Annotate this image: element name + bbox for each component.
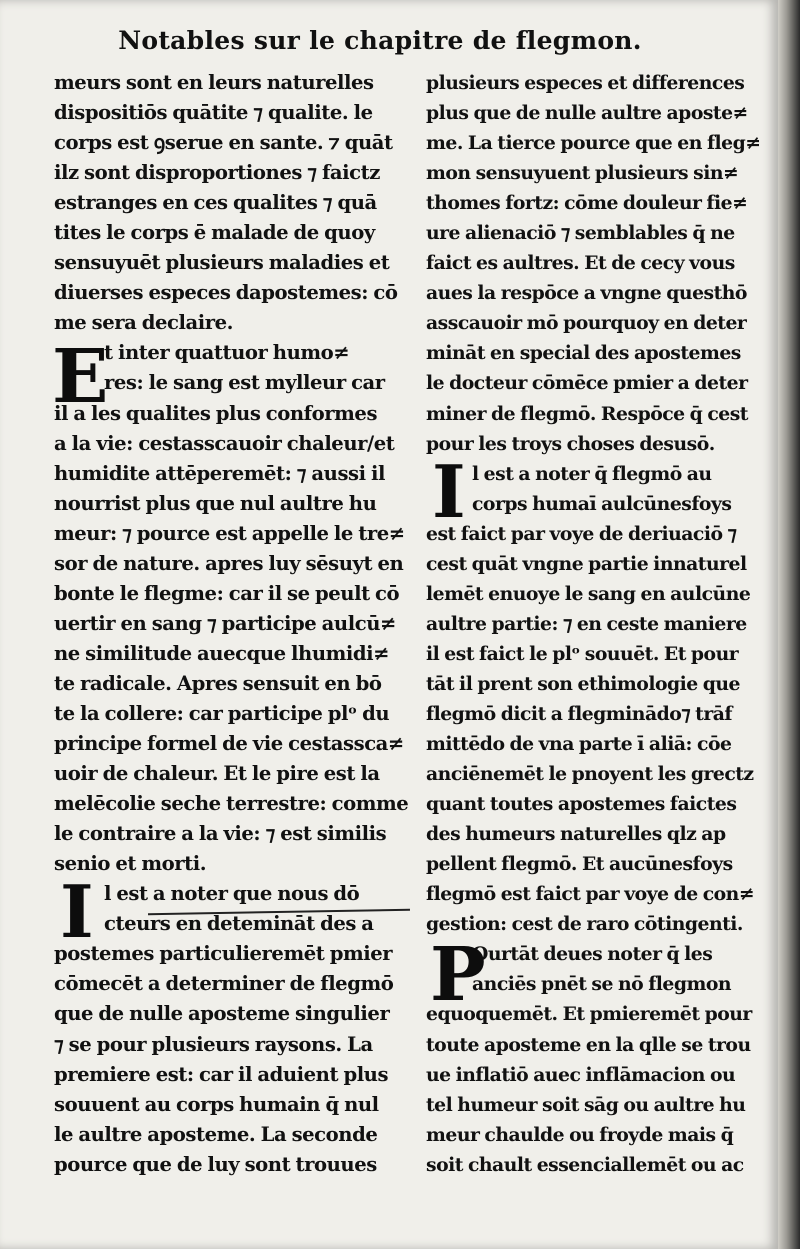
text-line: miner de flegmō. Respōce q̄ cest bbox=[426, 402, 748, 425]
text-line: le docteur cōmēce pmier a deter bbox=[426, 372, 748, 395]
text-line: plus que de nulle aultre aposte≠ bbox=[426, 102, 748, 125]
text-line: souuent au corps humain q̄ nul bbox=[54, 1092, 379, 1116]
text-line: l est a noter que nous dō bbox=[104, 882, 360, 906]
text-line: ure alienaciō ⁊ semblables q̄ ne bbox=[426, 222, 735, 245]
text-line: nourrist plus que nul aultre hu bbox=[54, 491, 377, 515]
text-line: plusieurs especes et differences bbox=[426, 72, 745, 94]
text-line: me sera declaire. bbox=[54, 311, 233, 335]
text-line: l est a noter q̄ flegmō au bbox=[472, 462, 712, 485]
text-line: ilz sont disproportiones ⁊ faictz bbox=[54, 161, 380, 185]
left-column bbox=[54, 68, 412, 1180]
drop-cap-left-1: E bbox=[52, 334, 109, 420]
text-line: que de nulle aposteme singulier bbox=[54, 1002, 390, 1026]
text-line: bonte le flegme: car il se peult cō bbox=[54, 581, 400, 605]
text-line: sor de nature. apres luy sēsuyt en bbox=[54, 551, 404, 575]
text-line: pource que de luy sont trouues bbox=[54, 1152, 377, 1176]
text-line: mon sensuyuent plusieurs sin≠ bbox=[426, 162, 739, 185]
text-line: toute aposteme en la qlle se trou bbox=[426, 1033, 751, 1056]
text-line: mittēdo de vna parte ī aliā: cōe bbox=[426, 733, 732, 756]
drop-cap-right-2: P bbox=[430, 932, 486, 1018]
drop-cap-left-2: I bbox=[60, 869, 94, 954]
drop-cap-right-1: I bbox=[432, 449, 466, 534]
text-line: anciēnemēt le pnoyent les grectz bbox=[426, 763, 754, 786]
text-line: uoir de chaleur. Et le pire est la bbox=[54, 762, 380, 786]
text-line: lemēt enuoye le sang en aulcūne bbox=[426, 582, 751, 605]
text-line: flegmō est faict par voye de con≠ bbox=[426, 883, 755, 906]
text-line: le contraire a la vie: ⁊ est similis bbox=[54, 822, 387, 846]
text-line: tel humeur soit sāg ou aultre hu bbox=[426, 1093, 746, 1116]
text-line: ne similitude auecque lhumidi≠ bbox=[54, 641, 390, 665]
text-line: Ourtāt deues noter q̄ les bbox=[472, 943, 713, 966]
text-line: aultre partie: ⁊ en ceste maniere bbox=[426, 612, 747, 635]
text-line: gestion: cest de raro cōtingenti. bbox=[426, 913, 743, 936]
text-line: aues la respōce a vngne questhō bbox=[426, 282, 747, 305]
text-line: flegmō dicit a flegminādo⁊ trāf bbox=[426, 702, 732, 725]
text-line: a la vie: cestasscauoir chaleur/et bbox=[54, 431, 395, 455]
text-line: dispositiōs quātite ⁊ qualite. le bbox=[54, 101, 373, 125]
text-line: mināt en special des apostemes bbox=[426, 342, 741, 365]
text-line: corps humaī aulcūnesfoys bbox=[472, 492, 732, 515]
text-line: uertir en sang ⁊ participe aulcū≠ bbox=[54, 611, 396, 635]
text-line: il a les qualites plus conformes bbox=[54, 401, 378, 425]
text-line: asscauoir mō pourquoy en deter bbox=[426, 312, 747, 335]
text-line: meur: ⁊ pource est appelle le tre≠ bbox=[54, 521, 405, 545]
text-line: diuerses especes dapostemes: cō bbox=[54, 281, 398, 305]
text-line: pellent flegmō. Et aucūnesfoys bbox=[426, 853, 733, 876]
running-head: Notables sur le chapitre de flegmon. bbox=[118, 26, 642, 55]
text-line: t inter quattuor humo≠ bbox=[104, 341, 350, 365]
text-line: estranges en ces qualites ⁊ quā bbox=[54, 191, 377, 215]
text-line: tites le corps ē malade de quoy bbox=[54, 221, 375, 245]
text-line: me. La tierce pource que en fleg≠ bbox=[426, 132, 761, 155]
text-line: principe formel de vie cestassca≠ bbox=[54, 732, 404, 756]
text-line: est faict par voye de deriuaciō ⁊ bbox=[426, 522, 737, 545]
text-line: soit chault essenciallemēt ou ac bbox=[426, 1153, 744, 1176]
text-line: humidite attēperemēt: ⁊ aussi il bbox=[54, 461, 385, 485]
text-line: thomes fortz: cōme douleur fie≠ bbox=[426, 192, 748, 215]
text-line: meur chaulde ou froyde mais q̄ bbox=[426, 1123, 734, 1146]
text-line: sensuyuēt plusieurs maladies et bbox=[54, 251, 390, 275]
text-line: cest quāt vngne partie innaturel bbox=[426, 552, 747, 575]
text-line: cōmecēt a determiner de flegmō bbox=[54, 972, 394, 996]
text-line: ue inflatiō auec inflāmacion ou bbox=[426, 1063, 736, 1086]
text-line: meurs sont en leurs naturelles bbox=[54, 71, 374, 94]
text-line: quant toutes apostemes faictes bbox=[426, 793, 737, 816]
text-line: te la collere: car participe plᵒ du bbox=[54, 701, 390, 725]
text-line: il est faict le plᵒ souuēt. Et pour bbox=[426, 642, 739, 665]
page-edge bbox=[778, 0, 800, 1249]
text-line: anciēs pnēt se nō flegmon bbox=[472, 973, 732, 996]
text-line: tāt il prent son ethimologie que bbox=[426, 672, 740, 695]
text-line: ⁊ se pour plusieurs raysons. La bbox=[54, 1032, 373, 1056]
text-line: corps est ꝯserue en sante. ⁊ quāt bbox=[54, 131, 393, 155]
text-line: faict es aultres. Et de cecy vous bbox=[426, 252, 735, 275]
text-line: melēcolie seche terrestre: comme bbox=[54, 792, 409, 816]
text-line: postemes particulieremēt pmier bbox=[54, 942, 393, 966]
show-through-mark bbox=[130, 1196, 170, 1216]
text-line: cteurs en detemināt des a bbox=[104, 912, 374, 936]
text-line: te radicale. Apres sensuit en bō bbox=[54, 671, 382, 695]
text-line: pour les troys choses desusō. bbox=[426, 432, 715, 455]
text-line: le aultre aposteme. La seconde bbox=[54, 1122, 378, 1146]
text-line: equoquemēt. Et pmieremēt pour bbox=[426, 1003, 752, 1026]
text-line: des humeurs naturelles qlz ap bbox=[426, 823, 726, 846]
text-line: res: le sang est mylleur car bbox=[104, 371, 385, 395]
text-line: premiere est: car il aduient plus bbox=[54, 1062, 389, 1086]
text-line: senio et morti. bbox=[54, 852, 207, 876]
